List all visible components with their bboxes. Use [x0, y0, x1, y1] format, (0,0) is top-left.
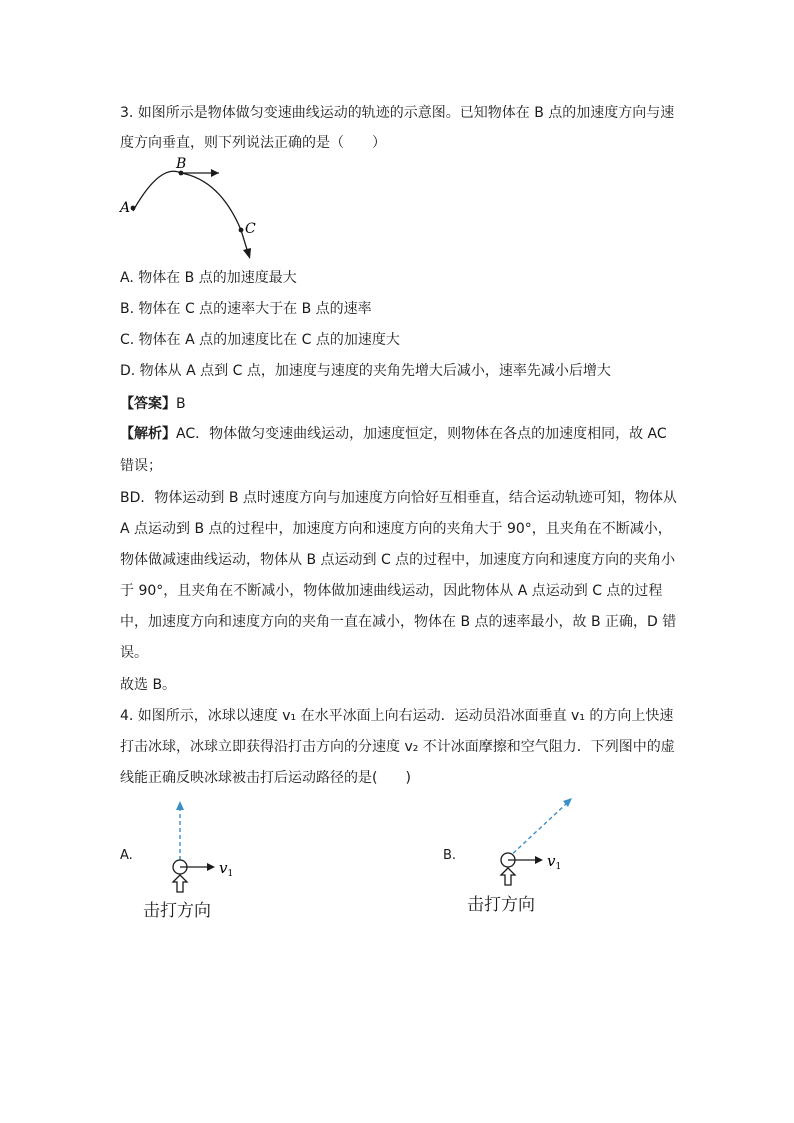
strike-direction-arrow [173, 875, 187, 892]
q3-analysis-line-8: 误。 [120, 645, 148, 661]
path-arrowhead [176, 801, 184, 810]
v1-subscript: 1 [555, 862, 562, 872]
path-dashed-diagonal [508, 804, 566, 858]
label-c: C [245, 221, 256, 237]
q3-analysis-line-2: 错误； [120, 458, 162, 474]
v1-arrowhead [207, 863, 215, 871]
answer-value: B [176, 396, 186, 412]
q4-option-b-caption: 击打方向 [467, 895, 535, 915]
q4-stem-line-2: 打击冰球，冰球立即获得沿打击方向的分速度 v₂ 不计冰面摩擦和空气阻力．下列图中的虚 [120, 739, 675, 755]
point-a [131, 206, 136, 211]
q3-analysis-line-7: 中，加速度方向和速度方向的夹角一直在减小，物体在 B 点的速率最小，故 B 正确，D 错 [120, 614, 677, 630]
q4-stem-line-1: 4. 如图所示，冰球以速度 v₁ 在水平冰面上向右运动．运动员沿冰面垂直 v₁ 的方向上快速 [120, 708, 674, 724]
v1-label: v [547, 852, 556, 870]
analysis-text: AC．物体做匀变速曲线运动，加速度恒定，则物体在各点的加速度相同，故 AC [176, 426, 667, 442]
q4-option-a-label: A. [120, 848, 133, 863]
q3-option-c: C. 物体在 A 点的加速度比在 C 点的加速度大 [120, 332, 400, 348]
velocity-arrow-c-head [243, 248, 251, 259]
v1-arrowhead [535, 856, 543, 864]
answer-tag: 【答案】 [120, 396, 176, 412]
q4-option-a-caption: 击打方向 [143, 901, 211, 921]
svg-text:v1 [219, 859, 233, 879]
q3-analysis-line-1 [120, 424, 667, 444]
velocity-arrow-b-head [211, 169, 219, 177]
q3-answer [120, 394, 186, 414]
q4-option-a-figure [160, 795, 250, 895]
point-c [239, 228, 244, 233]
trajectory-curve [133, 171, 249, 256]
q3-stem-line-2: 度方向垂直，则下列说法正确的是（ ） [120, 135, 386, 151]
strike-direction-arrow [501, 868, 515, 885]
path-arrowhead [563, 798, 572, 807]
label-b: B [176, 156, 187, 172]
q4-option-b-label: B. [443, 848, 457, 863]
label-a: A [120, 200, 131, 216]
q3-trajectory-figure [115, 155, 275, 265]
q3-analysis-line-3: BD．物体运动到 B 点时速度方向与加速度方向恰好互相垂直，结合运动轨迹可知，物体从 [120, 490, 677, 506]
svg-text:v1 [547, 852, 561, 872]
q3-option-a: A. 物体在 B 点的加速度最大 [120, 270, 297, 286]
q4-option-b-figure [488, 790, 588, 890]
q4-stem-line-3: 线能正确反映冰球被击打后运动路径的是( ) [120, 770, 411, 786]
q3-option-d: D. 物体从 A 点到 C 点，加速度与速度的夹角先增大后减小，速率先减小后增大 [120, 363, 611, 379]
analysis-tag: 【解析】 [120, 426, 176, 442]
q3-stem-line-1: 3. 如图所示是物体做匀变速曲线运动的轨迹的示意图。已知物体在 B 点的加速度方向与速 [120, 105, 675, 121]
q3-analysis-line-4: A 点运动到 B 点的过程中，加速度方向和速度方向的夹角大于 90°，且夹角在不断减小， [120, 521, 672, 537]
q3-analysis-line-6: 于 90°，且夹角在不断减小，物体做加速曲线运动，因此物体从 A 点运动到 C 点的过程 [120, 583, 663, 599]
v1-subscript: 1 [227, 869, 234, 879]
q3-option-b: B. 物体在 C 点的速率大于在 B 点的速率 [120, 301, 372, 317]
q3-conclusion: 故选 B。 [120, 677, 177, 693]
v1-label: v [219, 859, 228, 877]
q3-analysis-line-5: 物体做减速曲线运动，物体从 B 点运动到 C 点的过程中，加速度方向和速度方向的夹角小 [120, 552, 676, 568]
